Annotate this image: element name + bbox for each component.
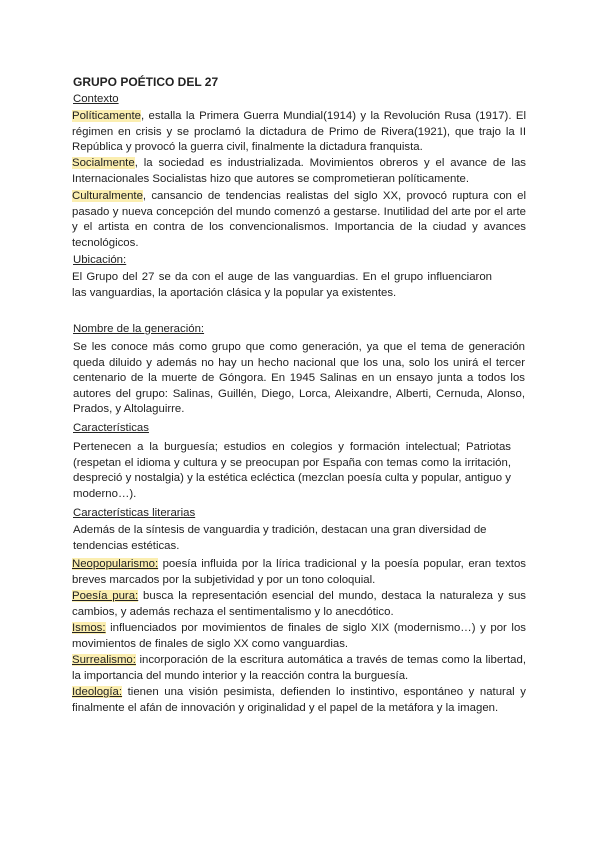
heading-caracteristicas: Características <box>73 422 149 434</box>
keyword-culturalmente: Culturalmente <box>72 190 143 202</box>
heading-ubicacion: Ubicación: <box>73 254 127 266</box>
text-ismos: influenciados por movimientos de finales de siglo XIX (modernismo…) y por los movimientos de finales de siglo XX como vanguardias. <box>72 622 526 650</box>
heading-caracteristicas-literarias: Características literarias <box>73 507 196 519</box>
paragraph-ubicacion: El Grupo del 27 se da con el auge de las vanguardias. En el grupo influenciaron las vanguardias, la aportación clásica y la popular ya existentes. <box>72 271 492 299</box>
item-ismos <box>72 621 526 652</box>
text-culturalmente: , cansancio de tendencias realistas del siglo XX, provocó ruptura con el pasado y nueva concepción del mundo comenzó a gestarse. Inutilidad del arte por el arte y el artista en contra de los convencionalismos. Importancia de la ciudad y avances tecnológicos. <box>72 190 526 249</box>
keyword-neopopularismo: Neopopularismo: <box>72 558 159 570</box>
item-surrealismo <box>72 653 526 684</box>
paragraph-caracteristicas: Pertenecen a la burguesía; estudios en colegios y formación intelectual; Patriotas (respetan el idioma y cultura y se preocupan por España con temas como la irritación, despreció y nostalgia) y la estética ecléctica (mezclan poesía culta y popular, antiguo y moderno…). <box>73 441 511 500</box>
item-poesia-pura <box>72 589 526 620</box>
paragraph-socialmente <box>72 156 526 187</box>
heading-contexto: Contexto <box>73 93 119 105</box>
keyword-ismos: Ismos: <box>72 622 106 634</box>
paragraph-politicamente <box>72 109 526 156</box>
text-poesia-pura: busca la representación esencial del mundo, destaca la naturaleza y sus cambios, y además rechaza el sentimentalismo y lo anecdótico. <box>72 590 526 618</box>
paragraph-culturalmente <box>72 189 526 251</box>
text-ideologia: tienen una visión pesimista, defienden lo instintivo, espontáneo y natural y finalmente el afán de innovación y originalidad y el papel de la metáfora y la imagen. <box>72 686 526 714</box>
paragraph-generacion: Se les conoce más como grupo que como generación, ya que el tema de generación queda diluido y además no hay un hecho nacional que los una, solo los unirá el tercer centenario de la muerte de Góngora. En 1945 Salinas en un ensayo junta a todos los autores del grupo: Salinas, Guillén, Diego, Lorca, Aleixandre, Alberti, Cernuda, Alonso, Prados, y Altolaguirre. <box>73 341 525 416</box>
item-neopopularismo <box>72 557 526 588</box>
keyword-surrealismo: Surrealismo: <box>72 654 136 666</box>
text-politicamente: , estalla la Primera Guerra Mundial(1914) y la Revolución Rusa (1917). El régimen en crisis y se proclamó la dictadura de Primo de Rivera(1921), que trajo la II República y provocó la guerra civil, finalmente la dictadura franquista. <box>72 110 526 154</box>
heading-generacion: Nombre de la generación: <box>73 323 205 335</box>
text-surrealismo: incorporación de la escritura automática a través de temas como la libertad, la importancia del mundo interior y la reacción contra la burguesía. <box>72 654 526 682</box>
keyword-ideologia: Ideología: <box>72 686 123 698</box>
text-neopopularismo: poesía influida por la lírica tradicional y la poesía popular, eran textos breves marcados por la subjetividad y por un tono coloquial. <box>72 558 526 586</box>
keyword-poesia-pura: Poesía pura: <box>72 590 139 602</box>
paragraph-literarias-intro: Además de la síntesis de vanguardia y tradición, destacan una gran diversidad de tendencias estéticas. <box>73 524 487 552</box>
text-socialmente: , la sociedad es industrializada. Movimientos obreros y el avance de las Internacionales Socialistas hizo que autores se comprometieran políticamente. <box>72 157 526 185</box>
keyword-socialmente: Socialmente <box>72 157 135 169</box>
keyword-politicamente: Políticamente <box>72 110 142 122</box>
item-ideologia <box>72 685 526 716</box>
document-title: GRUPO POÉTICO DEL 27 <box>73 75 219 89</box>
